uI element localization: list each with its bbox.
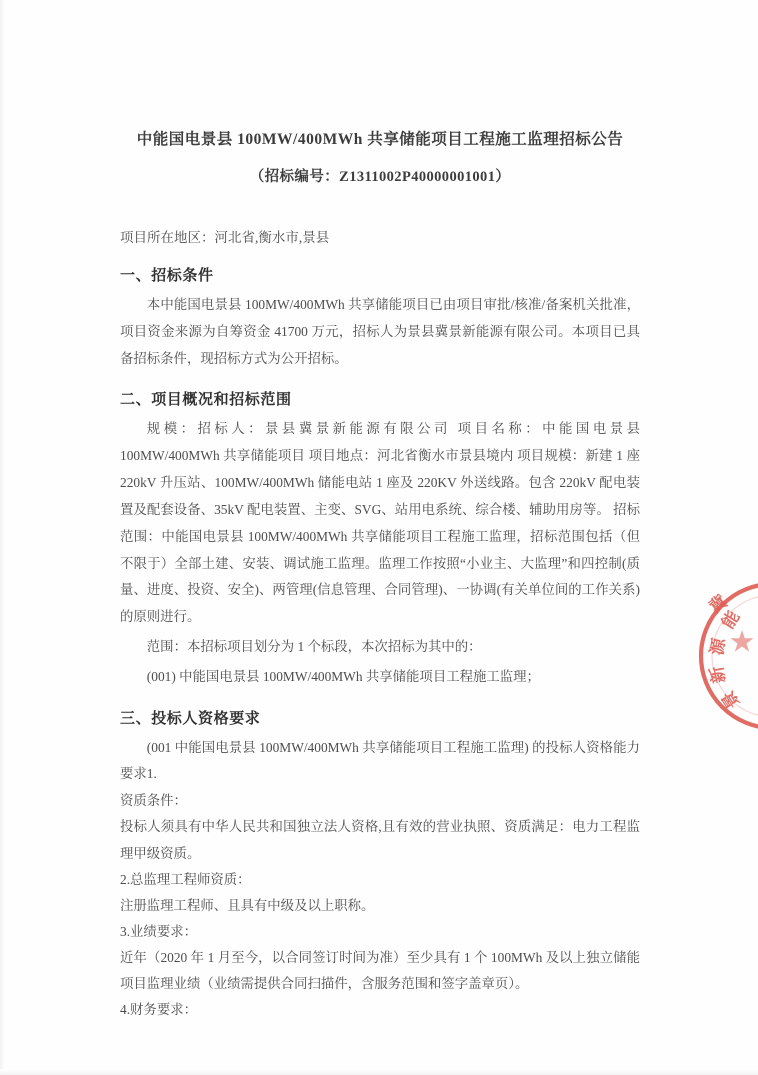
- section-3-chief-engineer-detail: 注册监理工程师、且具有中级及以上职称。: [120, 897, 375, 913]
- section-2-paragraph-1: 规模：招标人：景县冀景新能源有限公司 项目名称：中能国电景县 100MW/400MWh 共享储能项目 项目地点：河北省衡水市景县境内 项目规模：新建 1 座 220kV 升压站、100MW/400MWh 储能电站 1 座及 220KV 外送线路。包含 220kV 配电装置及配套设备、35kV 配电装置、主变、SVG、站用电系统、综合楼、辅助用房等。 招标范围：中能国电景县 100MW/400MWh 共享储能项目工程施工监理，招标范围包括（但不限于）全部土建、安装、调试施工监理。监理工作按照“小业主、大监理”和四控制(质量、进度、投资、安全)、两管理(信息管理、合同管理)、一协调(有关单位间的工作关系)的原则进行。: [120, 421, 640, 625]
- section-3-chief-engineer-label: 2.总监理工程师资质：: [120, 871, 251, 887]
- document-body: [120, 0, 640, 1024]
- section-3-financial-label: 4.财务要求：: [120, 1002, 197, 1018]
- svg-text:新: 新: [707, 664, 729, 685]
- section-heading-bidder-qualifications: 三、投标人资格要求: [120, 710, 261, 727]
- scan-edge-shadow-bottom: [0, 1069, 758, 1075]
- document-title: 中能国电景县 100MW/400MWh 共享储能项目工程施工监理招标公告: [136, 131, 624, 148]
- svg-text:景: 景: [718, 687, 744, 712]
- svg-text:能: 能: [718, 607, 744, 633]
- svg-text:冀: 冀: [705, 591, 731, 618]
- section-3-qualification-detail: 投标人须具有中华人民共和国独立法人资格,且有效的营业执照、资质满足：电力工程监理甲级资质。: [120, 819, 640, 861]
- section-2-paragraph-3: (001) 中能国电景县 100MW/400MWh 共享储能项目工程施工监理；: [146, 668, 540, 684]
- section-3-performance-detail: 近年（2020 年 1 月至今，以合同签订时间为准）至少具有 1 个 100MWh 及以上独立储能项目监理业绩（业绩需提供合同扫描件，含服务范围和签字盖章页）。: [120, 950, 640, 992]
- section-3-paragraph-1: (001 中能国电景县 100MW/400MWh 共享储能项目工程施工监理) 的投标人资格能力要求1.: [120, 739, 640, 782]
- svg-text:源: 源: [707, 636, 729, 657]
- section-1-paragraph-1: 本中能国电景县 100MW/400MWh 共享储能项目已由项目审批/核准/备案机关批准，项目资金来源为自筹资金 41700 万元，招标人为景县冀景新能源有限公司。本项目已具备招标条件，现招标方式为公开招标。: [120, 297, 640, 366]
- company-seal-stamp: [695, 578, 758, 734]
- section-heading-tender-conditions: 一、招标条件: [120, 268, 214, 285]
- project-region-line: 项目所在地区：河北省,衡水市,景县: [120, 229, 330, 245]
- section-2-paragraph-2: 范围：本招标项目划分为 1 个标段，本次招标为其中的：: [146, 638, 482, 654]
- section-3-performance-label: 3.业绩要求：: [120, 923, 197, 939]
- section-3-qualification-label: 资质条件：: [120, 793, 187, 809]
- section-heading-project-overview: 二、项目概况和招标范围: [120, 392, 292, 409]
- document-tender-number: （招标编号：Z1311002P40000001001）: [249, 168, 511, 185]
- scan-edge-shadow-left: [0, 0, 5, 1075]
